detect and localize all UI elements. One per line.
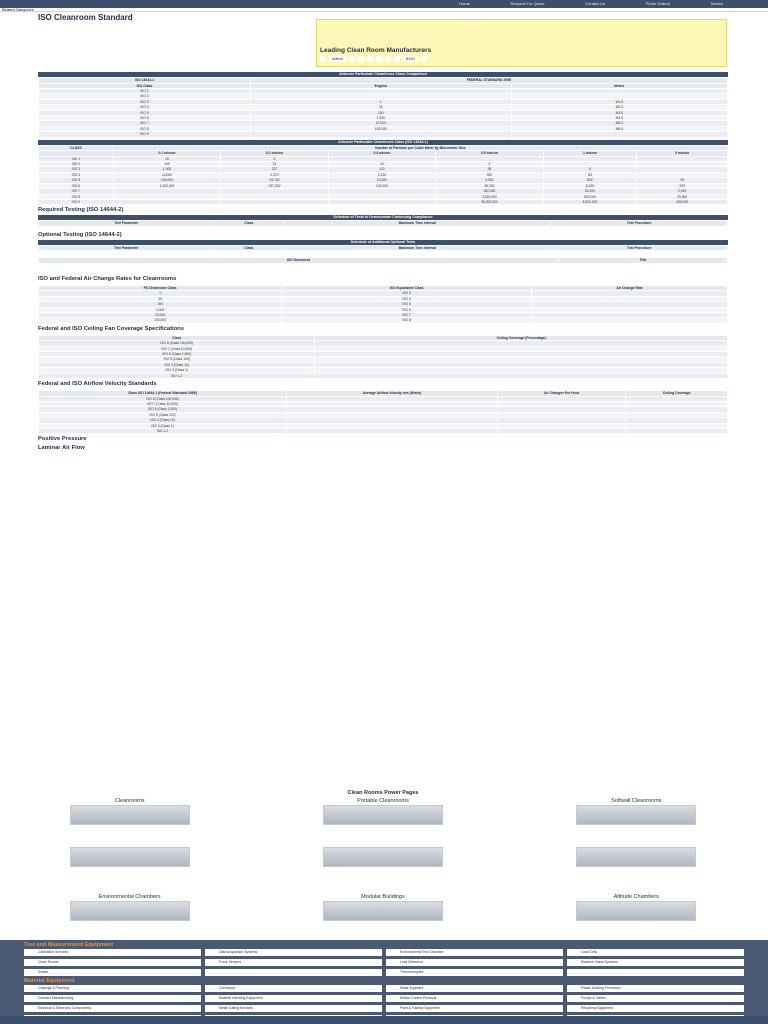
copyright: [0, 1016, 768, 1024]
footer-link[interactable]: Load Cells: [567, 949, 744, 956]
nav-item[interactable]: [51, 0, 55, 8]
col-header: ISO Document: [39, 258, 559, 264]
footer-link[interactable]: [205, 969, 382, 976]
table-cell: [559, 272, 728, 273]
footer-link[interactable]: Calibration Services: [24, 949, 201, 956]
power-page-image[interactable]: [576, 847, 696, 867]
table-cell: ISO 3: [39, 167, 114, 172]
table-cell: M2.5: [511, 105, 727, 110]
power-page-title[interactable]: Environmental Chambers: [98, 894, 161, 900]
table-cell: 4: [436, 162, 543, 167]
footer-link[interactable]: Machine Vision Systems: [567, 959, 744, 966]
table-cell: ISO 4 (Class 10): [39, 362, 315, 367]
table-cell: M4.5: [511, 116, 727, 121]
col-header: Test Parameter: [39, 245, 214, 251]
footer-link[interactable]: Conveyors: [205, 985, 382, 992]
footer-link[interactable]: Force Sensors: [205, 959, 382, 966]
table-cell: ISO 5: [39, 178, 114, 183]
col-header: Air Change Rate: [532, 285, 728, 291]
table-cell: 832,000: [543, 194, 637, 199]
ad-text: [320, 22, 723, 46]
table-cell: 100,000: [113, 178, 220, 183]
table-cell: ISO 2: [39, 94, 251, 99]
col-header: 0.2 micron: [221, 151, 328, 157]
power-page-image[interactable]: [576, 805, 696, 825]
col-header: Maximum Time Interval: [284, 245, 551, 251]
table-cell: [221, 199, 328, 204]
table-cell: 293: [637, 183, 728, 188]
footer-link[interactable]: Plant & Facility Equipment: [386, 1005, 563, 1012]
table-cell: 1,000: [39, 307, 282, 312]
table-cell: [551, 254, 728, 255]
table-cell: ISO 6 (Class 1,000): [39, 352, 315, 357]
table-cell: 832: [543, 178, 637, 183]
col-header: 1 micron: [543, 151, 637, 157]
table-cell: 83,200: [543, 189, 637, 194]
col-header: ISO Class: [39, 83, 251, 89]
table-cell: 102: [328, 167, 435, 172]
table-cell: 102,000: [328, 183, 435, 188]
col-header: 0.3 micron: [328, 151, 435, 157]
footer-link[interactable]: Motion Control Products: [386, 995, 563, 1002]
footer: [0, 940, 768, 1016]
table-cell: 10,200: [328, 178, 435, 183]
top-nav: [10, 0, 766, 8]
table-cell: 100,000: [250, 126, 511, 131]
table-cell: ISO 2: [39, 162, 114, 167]
table-cell: 3,520: [436, 178, 543, 183]
table-cell: 1,020: [328, 172, 435, 177]
nav-item[interactable]: [173, 0, 177, 8]
ceiling-coverage-table: [38, 335, 728, 379]
table-cell: 237: [221, 167, 328, 172]
table-caption: Airborne Particulate Cleanliness Class (ISO 14644-1): [38, 140, 728, 145]
table-cell: ISO 5: [39, 110, 251, 115]
col-header: Class ISO 14644-1 (Federal Standard 209E): [39, 391, 287, 397]
col-header: 0.5 micron: [436, 151, 543, 157]
table-cell: [626, 429, 728, 434]
nav-item[interactable]: [762, 0, 766, 8]
table-cell: [532, 318, 728, 323]
category-label: Related Categories: [2, 8, 34, 12]
table-cell: ISO 7 (Class 10,000): [39, 346, 315, 351]
table-cell: ISO 1-2: [39, 373, 315, 378]
table-cell: ISO 3 (Class 1): [39, 368, 315, 373]
nav-item[interactable]: [295, 0, 299, 8]
power-page-title[interactable]: Altitude Chambers: [613, 894, 659, 900]
table-cell: 2,930: [637, 189, 728, 194]
power-pages-title: Clean Rooms Power Pages: [347, 790, 419, 796]
table-cell: 100,000: [39, 318, 282, 323]
footer-link[interactable]: Environmental Test Chamber: [386, 949, 563, 956]
col-header: 5 micron: [637, 151, 728, 157]
nav-item[interactable]: [335, 0, 339, 8]
power-page-card[interactable]: [545, 846, 728, 892]
table-cell: [284, 254, 551, 255]
table-cell: M1.5: [511, 99, 727, 104]
ad-heading: Leading Clean Room Manufacturers: [320, 47, 432, 54]
footer-link[interactable]: Contract Manufacturing: [24, 995, 201, 1002]
table-cell: ISO 8: [39, 194, 114, 199]
footer-link[interactable]: Scales: [24, 969, 201, 976]
nav-item-photo-gallery[interactable]: Photo Gallery: [645, 1, 670, 6]
footer-heading: Test and Measurement Equipment: [24, 942, 114, 948]
footer-link[interactable]: Coatings & Finishing: [24, 985, 201, 992]
table-row: [39, 272, 728, 273]
table-cell: 10: [39, 296, 282, 301]
table-cell: 10,000: [39, 312, 282, 317]
particle-count-table: [38, 140, 728, 206]
nav-item[interactable]: [417, 0, 421, 8]
manufacturer-logo[interactable]: [349, 56, 355, 62]
table-row: [39, 318, 728, 323]
table-cell: ISO 9: [39, 132, 251, 137]
power-page-image[interactable]: [70, 805, 190, 825]
required-testing-table: [38, 215, 728, 230]
nav-item[interactable]: [10, 0, 14, 8]
manufacturer-logo[interactable]: BASX: [403, 56, 418, 62]
col-header: Test Procedure: [551, 245, 728, 251]
table-cell: ISO 6: [39, 183, 114, 188]
footer-link[interactable]: Recycling Equipment: [567, 1005, 744, 1012]
optional-testing-heading: Optional Testing (ISO 14644-2): [38, 231, 122, 238]
table-caption: Schedule of Tests to Demonstrate Continuing Compliance: [38, 215, 728, 220]
table-cell: 83: [543, 172, 637, 177]
col-header: FS Cleanroom Class: [39, 285, 282, 291]
main-content: [38, 70, 728, 454]
air-change-heading: ISO and Federal Air Change Rates for Cleanrooms: [38, 275, 177, 282]
nav-item-home[interactable]: Home: [459, 1, 470, 6]
nav-item[interactable]: [254, 0, 258, 8]
table-row: [39, 373, 728, 378]
table-cell: ISO 8 (Class 100,000): [39, 396, 287, 401]
table-cell: [551, 228, 728, 229]
table-cell: ISO 3: [39, 99, 251, 104]
col-header: FEDERAL STANDARD 209E: [250, 78, 727, 84]
manufacturer-logos: [320, 56, 723, 62]
power-page-image[interactable]: [70, 847, 190, 867]
footer-link[interactable]: [567, 969, 744, 976]
table-cell: [39, 228, 214, 229]
power-page-card[interactable]: [545, 798, 728, 844]
table-cell: ISO 8: [39, 126, 251, 131]
positive-pressure-heading: Positive Pressure: [38, 436, 87, 443]
table-cell: 100: [113, 162, 220, 167]
power-page-image[interactable]: [323, 805, 443, 825]
power-page-card[interactable]: [545, 894, 728, 940]
nav-item-contact[interactable]: Contact Us: [585, 1, 606, 6]
table-cell: 1: [250, 99, 511, 104]
col-header: Test Procedure: [551, 221, 728, 227]
table-cell: ISO 6 (Class 1,000): [39, 407, 287, 412]
col-header: Class: [39, 335, 315, 341]
table-cell: 8: [543, 167, 637, 172]
iso-class-comparison-table: [38, 72, 728, 138]
table-cell: 29: [637, 178, 728, 183]
table-cell: 100: [39, 302, 282, 307]
col-header: Ceiling Coverage (Percentage): [315, 335, 728, 341]
table-cell: 1,000: [113, 167, 220, 172]
power-page-card[interactable]: [38, 846, 221, 892]
nav-item[interactable]: [132, 0, 136, 8]
table-cell: ISO 7: [282, 312, 532, 317]
nav-item-request-quote[interactable]: Request For Quote: [510, 1, 545, 6]
table-cell: [250, 132, 511, 137]
table-row: [39, 429, 728, 434]
table-cell: ISO 1: [39, 89, 251, 94]
col-header: Test Parameter: [39, 221, 214, 227]
power-page-image[interactable]: [576, 901, 696, 921]
table-caption: Schedule of Additional Optional Tests: [38, 240, 728, 245]
table-cell: 24: [221, 162, 328, 167]
table-cell: ISO 8 (Class 100,000): [39, 341, 315, 346]
power-pages: [38, 790, 728, 940]
footer-link[interactable]: Leak Detectors: [386, 959, 563, 966]
table-cell: [315, 373, 728, 378]
col-header: Maximum Time Interval: [284, 221, 551, 227]
footer-link[interactable]: Thermocouples: [386, 969, 563, 976]
table-cell: ISO 6: [282, 307, 532, 312]
table-cell: ISO 1-2: [39, 429, 287, 434]
table-cell: 10,000: [113, 172, 220, 177]
table-cell: 3,520,000: [436, 194, 543, 199]
power-page-card[interactable]: [291, 798, 474, 844]
table-cell: 2: [221, 156, 328, 161]
laminar-flow-heading: Laminar Air Flow: [38, 445, 85, 452]
manufacturers-ad[interactable]: [316, 19, 727, 67]
table-cell: [284, 228, 551, 229]
table-cell: ISO 3 (Class 1): [39, 423, 287, 428]
table-cell: 2,370: [221, 172, 328, 177]
manufacturer-logo[interactable]: [320, 56, 326, 62]
ceiling-coverage-heading: Federal and ISO Ceiling Fan Coverage Specifications: [38, 325, 184, 332]
table-row: [39, 254, 728, 255]
power-page-card[interactable]: [291, 846, 474, 892]
table-cell: ISO 9: [39, 199, 114, 204]
top-navigation-bar: [0, 0, 768, 8]
table-cell: ISO 3: [282, 291, 532, 296]
col-header: Title: [559, 258, 728, 264]
required-testing-heading: Required Testing (ISO 14644-2): [38, 207, 124, 214]
table-row: [39, 132, 728, 137]
table-cell: ISO 4: [39, 105, 251, 110]
table-cell: [328, 199, 435, 204]
table-cell: 8,320,000: [543, 199, 637, 204]
footer-link[interactable]: Metal Cutting Services: [205, 1005, 382, 1012]
col-header: Average Airflow Velocity m/s (ft/min): [286, 391, 497, 397]
table-row: [39, 228, 728, 229]
footer-link[interactable]: Data Acquisition Systems: [205, 949, 382, 956]
table-cell: 100: [250, 110, 511, 115]
col-header: 0.1 micron: [113, 151, 220, 157]
col-header: Number of Particles per Cubic Meter by Micrometer Size: [113, 145, 727, 151]
table-cell: [286, 429, 497, 434]
airflow-heading: Federal and ISO Airflow Velocity Standards: [38, 381, 157, 388]
iso-parts-table: [38, 257, 728, 274]
table-cell: 237,000: [221, 183, 328, 188]
table-cell: 10: [328, 162, 435, 167]
footer-link[interactable]: Material Handling Equipment: [205, 995, 382, 1002]
col-header: English: [250, 83, 511, 89]
col-header: CLASS: [39, 145, 114, 151]
manufacturer-logo[interactable]: [421, 56, 427, 62]
table-cell: [214, 254, 284, 255]
table-cell: ISO 5 (Class 100): [39, 412, 287, 417]
table-cell: M5.5: [511, 121, 727, 126]
col-header: Ceiling Coverage: [626, 391, 728, 397]
table-cell: 293,000: [637, 199, 728, 204]
table-cell: 1: [39, 291, 282, 296]
footer-link[interactable]: Metal Suppliers: [386, 985, 563, 992]
table-cell: [214, 228, 284, 229]
air-change-table: [38, 285, 728, 324]
table-cell: 10: [113, 156, 220, 161]
footer-link[interactable]: Electrical & Electronic Components: [24, 1005, 201, 1012]
col-header: ISO 14644-1: [39, 78, 251, 84]
table-cell: 352,000: [436, 189, 543, 194]
power-page-image[interactable]: [323, 901, 443, 921]
power-page-card[interactable]: [38, 894, 221, 940]
power-page-title[interactable]: Cleanrooms: [114, 798, 145, 804]
power-page-title[interactable]: Portable Cleanrooms: [357, 798, 409, 804]
table-cell: 35,200,000: [436, 199, 543, 204]
table-cell: 10,000: [250, 121, 511, 126]
nav-item[interactable]: [376, 0, 380, 8]
nav-item[interactable]: [213, 0, 217, 8]
table-row: [39, 199, 728, 204]
power-page-image[interactable]: [323, 847, 443, 867]
power-page-card[interactable]: [38, 798, 221, 844]
airflow-velocity-table: [38, 390, 728, 434]
col-header: ISO Equivalent Class: [282, 285, 532, 291]
table-cell: 23,700: [221, 178, 328, 183]
footer-link[interactable]: Clean Rooms: [24, 959, 201, 966]
col-header: Class: [214, 221, 284, 227]
table-cell: [39, 254, 214, 255]
table-cell: M6.5: [511, 126, 727, 131]
col-header: Metric: [511, 83, 727, 89]
power-page-title[interactable]: Modular Buildings: [361, 894, 405, 900]
table-cell: [113, 199, 220, 204]
col-header: Air Changes Per Hour: [497, 391, 625, 397]
table-cell: 1,000: [250, 116, 511, 121]
page-title: ISO Cleanroom Standard: [38, 13, 133, 22]
table-cell: 35: [436, 167, 543, 172]
table-cell: 8,320: [543, 183, 637, 188]
footer-link-grid: [24, 949, 744, 976]
table-cell: ISO 7 (Class 10,000): [39, 402, 287, 407]
table-cell: ISO 5 (Class 100): [39, 357, 315, 362]
table-cell: M3.5: [511, 110, 727, 115]
footer-link[interactable]: Pumps & Valves: [567, 995, 744, 1002]
table-cell: ISO 4 (Class 10): [39, 418, 287, 423]
table-cell: ISO 7: [39, 121, 251, 126]
table-cell: ISO 4: [282, 296, 532, 301]
table-cell: ISO 5: [282, 302, 532, 307]
footer-link[interactable]: Plastic Molding Processes: [567, 985, 744, 992]
table-cell: 29,300: [637, 194, 728, 199]
manufacturer-logo[interactable]: [385, 56, 391, 62]
category-bar: [0, 8, 768, 12]
table-cell: [497, 429, 625, 434]
manufacturer-logo[interactable]: [367, 56, 373, 62]
optional-testing-table: [38, 240, 728, 256]
nav-item-search[interactable]: Search: [710, 1, 724, 6]
manufacturer-logo[interactable]: Abtech: [329, 56, 346, 62]
table-cell: 1,000,000: [113, 183, 220, 188]
manufacturer-logo[interactable]: [394, 56, 400, 62]
table-cell: ISO 6: [39, 116, 251, 121]
nav-item[interactable]: [91, 0, 95, 8]
table-cell: [511, 132, 727, 137]
power-page-image[interactable]: [70, 901, 190, 921]
manufacturer-logo[interactable]: [376, 56, 382, 62]
table-cell: ISO 4: [39, 172, 114, 177]
footer-heading: Material Equipment: [24, 978, 75, 984]
table-cell: ISO 8: [282, 318, 532, 323]
table-cell: 35,200: [436, 183, 543, 188]
manufacturer-logo[interactable]: [358, 56, 364, 62]
col-header: Class: [214, 245, 284, 251]
table-cell: [39, 272, 559, 273]
power-page-card[interactable]: [291, 894, 474, 940]
table-cell: ISO 1: [39, 156, 114, 161]
table-cell: 10: [250, 105, 511, 110]
table-cell: 352: [436, 172, 543, 177]
table-cell: ISO 7: [39, 189, 114, 194]
table-caption: Airborne Particulate Cleanliness Class Comparison: [38, 72, 728, 77]
power-page-title[interactable]: Softwall Cleanrooms: [611, 798, 662, 804]
